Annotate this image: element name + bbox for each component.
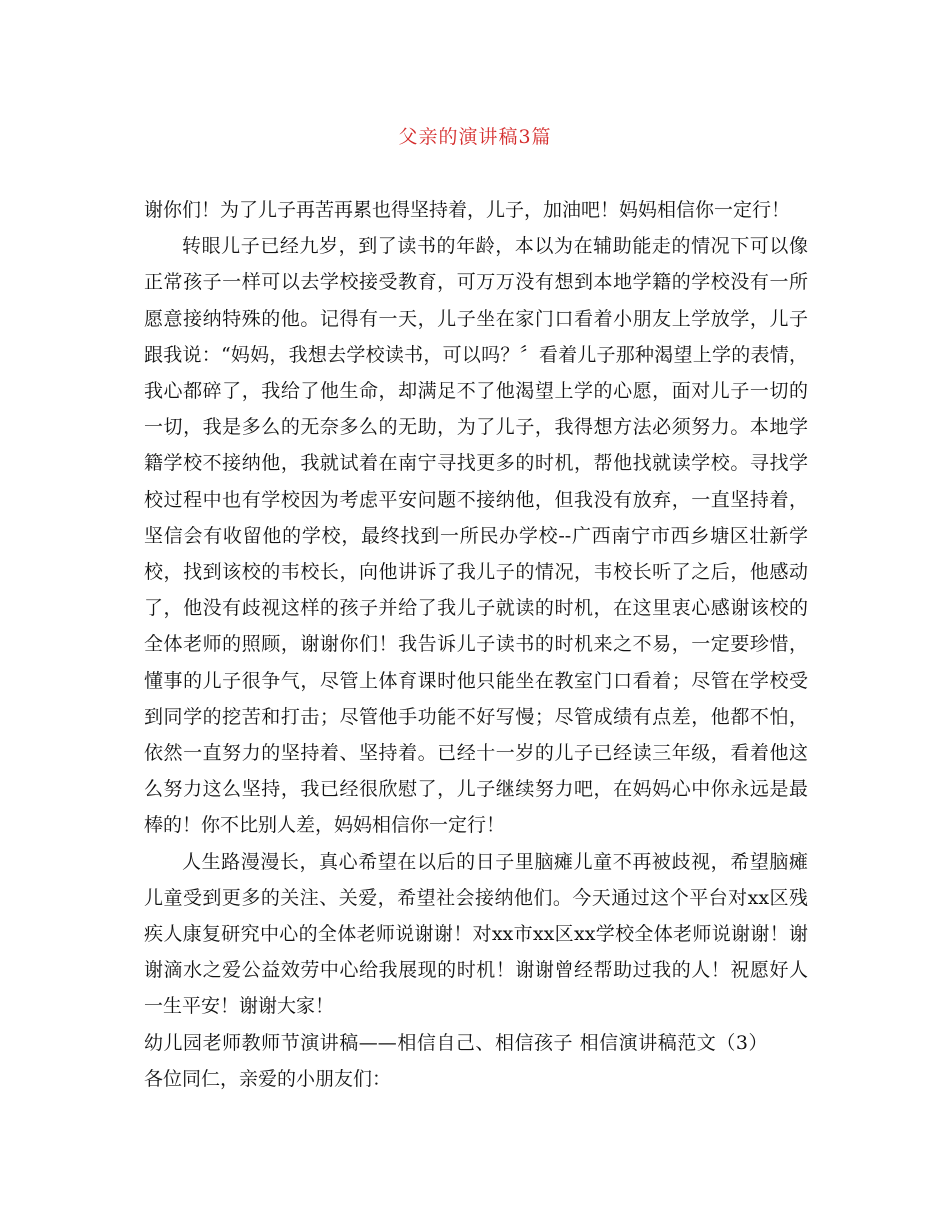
paragraph-closing-thanks: 人生路漫漫长，真心希望在以后的日子里脑瘫儿童不再被歧视，希望脑瘫儿童受到更多的关注、关爱，希望社会接纳他们。今天通过这个平台对xx区残疾人康复研究中心的全体老师说谢谢！对xx市xx区xx学校全体老师说谢谢！谢谢滴水之爱公益效劳中心给我展现的时机！谢谢曾经帮助过我的人！祝愿好人一生平安！谢谢大家！	[144, 850, 808, 1018]
paragraph-continuation: 谢你们！为了儿子再苦再累也得坚持着，儿子，加油吧！妈妈相信你一定行！	[144, 199, 791, 221]
next-speech-line	[144, 1025, 808, 1097]
next-speech-heading: 幼儿园老师教师节演讲稿——相信自己、相信孩子 相信演讲稿范文（3）	[144, 1031, 768, 1054]
document-body	[144, 192, 808, 1097]
document-title: 父亲的演讲稿3篇	[398, 126, 552, 148]
next-speech-intro: 各位同仁，亲爱的小朋友们：	[144, 1067, 392, 1090]
paragraph-school-story: 转眼儿子已经九岁，到了读书的年龄，本以为在辅助能走的情况下可以像正常孩子一样可以去学校接受教育，可万万没有想到本地学籍的学校没有一所愿意接纳特殊的他。记得有一天，儿子坐在家门口看着小朋友上学放学，儿子跟我说：“妈妈，我想去学校读书，可以吗？〞看着儿子那种渴望上学的表情，我心都碎了，我给了他生命，却满足不了他渴望上学的心愿，面对儿子一切的一切，我是多么的无奈多么的无助，为了儿子，我得想方法必须努力。本地学籍学校不接纳他，我就试着在南宁寻找更多的时机，帮他找就读学校。寻找学校过程中也有学校因为考虑平安问题不接纳他，但我没有放弃，一直坚持着，坚信会有收留他的学校，最终找到一所民办学校--广西南宁市西乡塘区壮新学校，找到该校的韦校长，向他讲诉了我儿子的情况，韦校长听了之后，他感动了，他没有歧视这样的孩子并给了我儿子就读的时机，在这里衷心感谢该校的全体老师的照顾，谢谢你们！我告诉儿子读书的时机来之不易，一定要珍惜，懂事的儿子很争气，尽管上体育课时他只能坐在教室门口看着；尽管在学校受到同学的挖苦和打击；尽管他手功能不好写慢；尽管成绩有点差，他都不怕，依然一直努力的坚持着、坚持着。已经十一岁的儿子已经读三年级，看着他这么努力这么坚持，我已经很欣慰了，儿子继续努力吧，在妈妈心中你永远是最棒的！你不比别人差，妈妈相信你一定行！	[144, 235, 808, 837]
